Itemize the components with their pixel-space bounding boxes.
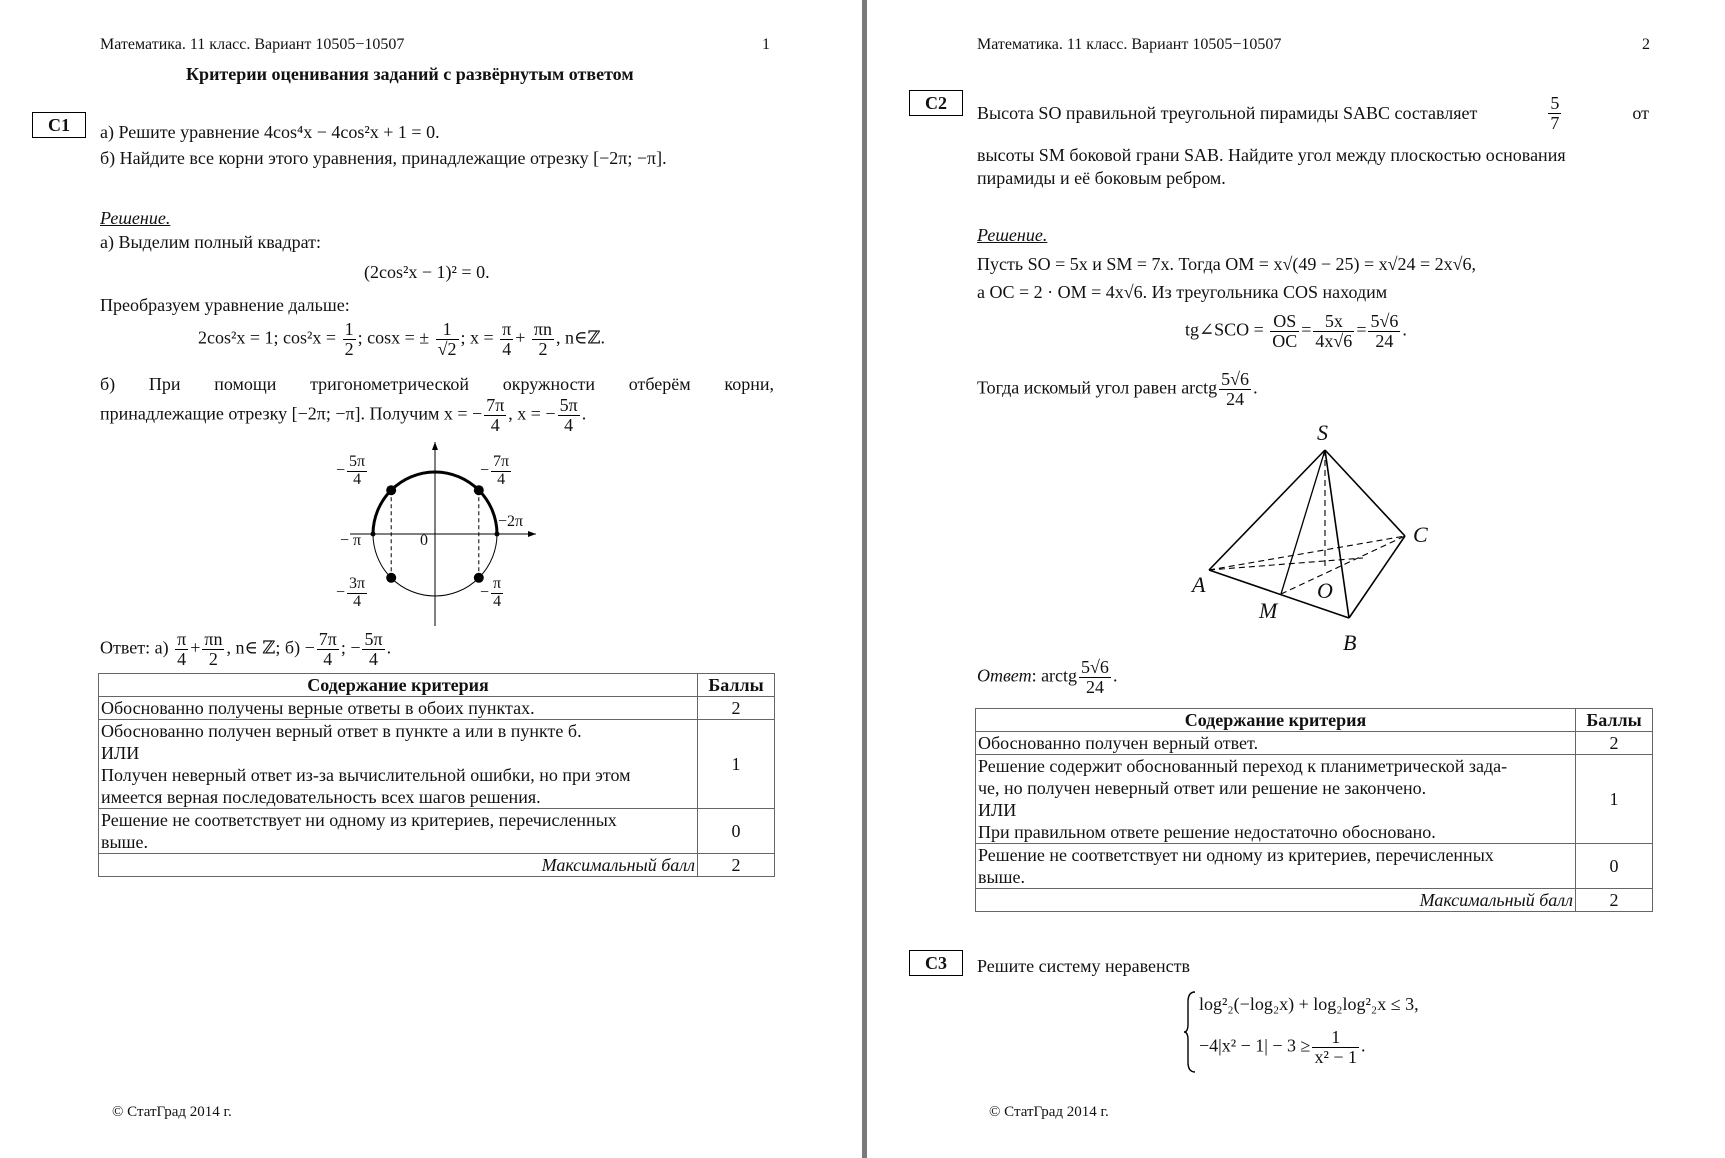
table-row — [99, 809, 775, 854]
criterion-points: 1 — [1576, 755, 1653, 844]
transform-text: Преобразуем уравнение дальше: — [100, 295, 350, 315]
x-axis-arrow — [528, 531, 536, 537]
system-brace — [1183, 990, 1197, 1074]
inequality-2: −4|x² − 1| − 3 ≥ $\frac{1}{\text{x² − 1}}$ . — [1199, 1027, 1366, 1067]
edge-SA — [1209, 450, 1325, 570]
edge-SC — [1325, 450, 1405, 536]
max-score-label: Максимальный балл — [99, 854, 698, 877]
solution-line2: а OC = 2 · OM = 4x√6. Из треугольника COS находим — [977, 282, 1388, 302]
label-zero: 0 — [420, 532, 428, 549]
step-a-text: а) Выделим полный квадрат: — [100, 232, 322, 252]
page-number: 2 — [1642, 36, 1650, 53]
c2-line1: Высота SO правильной треугольной пирамиды SABC составляет $\frac{5}{7}$ от — [977, 93, 1649, 133]
answer-line: Ответ: arctg $\frac{5√6}{24}$ . — [977, 657, 1118, 697]
label-minus-5pi-4: − $\frac{5\pi}{4}$ — [336, 453, 366, 488]
criterion-points: 0 — [698, 809, 775, 854]
page-1 — [0, 0, 862, 1158]
solution-label: Решение. — [100, 208, 171, 228]
table-max-row — [99, 854, 775, 877]
label-minus-2pi: −2π — [498, 513, 524, 530]
criterion-points: 2 — [698, 697, 775, 720]
label-minus-pi: − π — [340, 532, 362, 549]
table-header-criterion: Содержание критерия — [976, 709, 1576, 732]
page-header: Математика. 11 класс. Вариант 10505−10507 — [977, 36, 1282, 53]
max-score-label: Максимальный балл — [976, 889, 1576, 912]
table-row — [976, 732, 1653, 755]
task-label-c3: С3 — [909, 950, 963, 976]
criteria-table-c2 — [975, 708, 1653, 912]
task-label-c2: С2 — [909, 90, 963, 116]
arc-segment-top-right — [435, 472, 479, 490]
point-minus-5pi-4 — [386, 485, 396, 495]
median-MC — [1281, 536, 1405, 594]
page-header: Математика. 11 класс. Вариант 10505−10507 — [100, 36, 405, 53]
pyramid-diagram — [1177, 418, 1437, 648]
criterion-text: Обоснованно получен верный ответ в пункте а или в пункте б. ИЛИ Получен неверный ответ из-за вычислительной ошибки, но при этом имеется верная последовательность всех шагов решения. — [99, 720, 698, 809]
page-footer: © СтатГрад 2014 г. — [112, 1104, 232, 1120]
c2-line2: высоты SM боковой грани SAB. Найдите угол между плоскостью основания — [977, 145, 1566, 165]
criterion-points: 0 — [1576, 844, 1653, 889]
vertex-label-C: C — [1413, 522, 1428, 547]
max-score-value: 2 — [1576, 889, 1653, 912]
solution-line1: Пусть SO = 5x и SM = 7x. Тогда OM = x√(49 − 25) = x√24 = 2x√6, — [977, 254, 1477, 274]
solution-label: Решение. — [977, 225, 1048, 245]
criterion-points: 2 — [1576, 732, 1653, 755]
answer-line: Ответ: а) $\frac{\pi}{4}$ + $\frac{\pi n}{2}$ , n∈ ℤ; б) − $\frac{7\pi}{4}$ ; − $\frac{5\pi}{4}$ . — [100, 629, 392, 669]
edge-BC — [1349, 536, 1405, 618]
criterion-text: Решение не соответствует ни одному из критериев, перечисленных выше. — [976, 844, 1576, 889]
point-label-M: M — [1259, 598, 1278, 623]
vertex-label-S: S — [1317, 420, 1328, 445]
c3-task-text: Решите систему неравенств — [977, 956, 1190, 976]
label-minus-7pi-4: − $\frac{7\pi}{4}$ — [480, 453, 510, 488]
table-row — [99, 697, 775, 720]
page-footer: © СтатГрад 2014 г. — [989, 1104, 1109, 1120]
task-a-text: а) Решите уравнение 4cos⁴x − 4cos²x + 1 = 0. — [100, 122, 440, 142]
arc-segment-top-left — [391, 472, 435, 490]
page-number: 1 — [762, 36, 770, 53]
step-b-line2: принадлежащие отрезку [−2π; −π]. Получим x = − $\frac{7\pi}{4}$ , x = − $\frac{5\pi}{4}$ . — [100, 395, 587, 435]
table-header-criterion: Содержание критерия — [99, 674, 698, 697]
label-minus-3pi-4: − $\frac{3\pi}{4}$ — [336, 575, 366, 610]
median-A — [1209, 558, 1363, 570]
inequality-1: log²₂(−log₂x) + log₂log²₂x ≤ 3, — [1199, 994, 1419, 1014]
criterion-text: Обоснованно получены верные ответы в обоих пунктах. — [99, 697, 698, 720]
vertex-label-B: B — [1343, 630, 1357, 655]
vertex-label-A: A — [1192, 572, 1206, 597]
table-row — [99, 720, 775, 809]
page-2 — [867, 0, 1725, 1158]
table-row — [976, 844, 1653, 889]
equation-chain: 2cos²x = 1; cos²x = $\frac{1}{2}$ ; cosx = ± $\frac{1}{√2}$ ; x = $\frac{\pi}{4}$ + $\frac{\pi n}{2}$ , n∈ℤ. — [198, 319, 605, 359]
angle-line: Тогда искомый угол равен arctg $\frac{5√6}{24}$ . — [977, 369, 1258, 409]
table-header-row — [976, 709, 1653, 732]
table-header-row — [99, 674, 775, 697]
point-minus-2pi — [495, 532, 500, 537]
task-label-c1: С1 — [32, 112, 86, 138]
task-b-text: б) Найдите все корни этого уравнения, принадлежащие отрезку [−2π; −π]. — [100, 148, 667, 168]
hidden-edge-AC — [1209, 536, 1405, 570]
c2-line3: пирамиды и её боковым ребром. — [977, 168, 1226, 188]
tangent-formula: tg∠SCO = $\frac{OS}{OC}$ = $\frac{5x}{4x√6}$ = $\frac{5√6}{24}$ . — [1185, 311, 1407, 351]
arc-segment-right — [479, 490, 497, 534]
table-row — [976, 755, 1653, 844]
point-minus-pi — [371, 532, 376, 537]
criterion-text: Решение не соответствует ни одному из критериев, перечисленных выше. — [99, 809, 698, 854]
table-header-points: Баллы — [1576, 709, 1653, 732]
criteria-table-c1 — [98, 673, 775, 877]
label-minus-pi-4: − $\frac{\pi}{4}$ — [480, 575, 502, 610]
arc-segment-left — [373, 490, 391, 534]
criterion-points: 1 — [698, 720, 775, 809]
point-label-O: O — [1317, 578, 1333, 603]
point-minus-3pi-4 — [386, 573, 396, 583]
max-score-value: 2 — [698, 854, 775, 877]
criterion-text: Решение содержит обоснованный переход к планиметрической зада- че, но получен неверный ответ или решение не закончено. ИЛИ При правильном ответе решение недостаточно обосновано. — [976, 755, 1576, 844]
square-equation: (2cos²x − 1)² = 0. — [364, 262, 490, 282]
step-b-line1: б) При помощи тригонометрической окружности отберём корни, — [100, 374, 774, 394]
page-title: Критерии оценивания заданий с развёрнутым ответом — [186, 64, 634, 84]
table-header-points: Баллы — [698, 674, 775, 697]
criterion-text: Обоснованно получен верный ответ. — [976, 732, 1576, 755]
y-axis-arrow — [432, 442, 438, 450]
table-max-row — [976, 889, 1653, 912]
apothem-SM — [1281, 450, 1325, 594]
